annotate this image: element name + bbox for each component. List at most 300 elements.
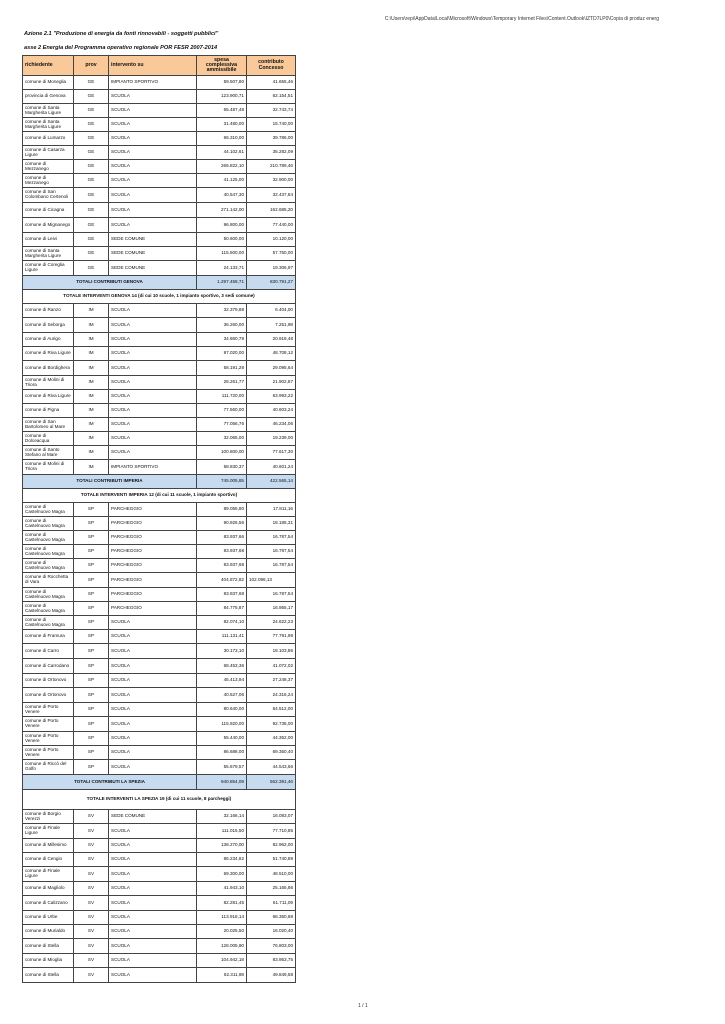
cell-spesa: 104.942,18 <box>197 954 247 968</box>
cell-contributo: 77.791,98 <box>247 630 296 644</box>
cell-spesa: 40.527,06 <box>197 688 247 703</box>
cell-richiedente: comune di Castelnuovo Magra <box>23 517 74 531</box>
total-spesa: 745.005,85 <box>197 475 247 489</box>
cell-prov: SP <box>74 545 109 559</box>
cell-spesa: 83.937,68 <box>197 588 247 602</box>
header-prov: prov <box>74 56 109 76</box>
cell-richiedente: comune di Lumarzo <box>23 132 74 146</box>
cell-prov: SP <box>74 531 109 545</box>
cell-intervento: PARCHEGGIO <box>109 588 197 602</box>
cell-intervento: PARCHEGGIO <box>109 545 197 559</box>
cell-spesa: 55.679,57 <box>197 760 247 775</box>
cell-richiedente: comune di Castelnuovo Magra <box>23 602 74 616</box>
page-number: 1 / 1 <box>358 1003 368 1009</box>
cell-spesa: 24.133,71 <box>197 261 247 276</box>
cell-intervento: SCUOLA <box>109 347 197 361</box>
cell-prov: SP <box>74 616 109 630</box>
cell-richiedente: comune di Cengio <box>23 853 74 867</box>
cell-richiedente: comune di Ortonovo <box>23 674 74 688</box>
cell-spesa: 20.025,50 <box>197 925 247 939</box>
cell-contributo: 32.437,84 <box>247 188 296 203</box>
cell-spesa: 100.800,00 <box>197 446 247 460</box>
cell-spesa: 84.775,87 <box>197 602 247 616</box>
cell-contributo: 48.510,00 <box>247 867 296 882</box>
cell-prov: SP <box>74 503 109 517</box>
cell-prov: SP <box>74 659 109 674</box>
cell-spesa: 86.688,00 <box>197 746 247 760</box>
cell-intervento: SCUOLA <box>109 968 197 983</box>
cell-contributo: 18.103,86 <box>247 644 296 659</box>
cell-prov: SP <box>74 588 109 602</box>
cell-intervento: SCUOLA <box>109 703 197 717</box>
cell-richiedente: comune di Santo Stefano al Mare <box>23 446 74 460</box>
cell-contributo: 41.655,46 <box>247 76 296 90</box>
table-row <box>23 810 296 824</box>
cell-spesa: 66.310,00 <box>197 132 247 146</box>
cell-richiedente: comune di Riva Ligure <box>23 390 74 404</box>
table-row <box>23 390 296 404</box>
cell-contributo: 19.239,00 <box>247 432 296 446</box>
table-row <box>23 746 296 760</box>
cell-spesa: 82.281,45 <box>197 896 247 911</box>
cell-contributo: 77.710,85 <box>247 824 296 839</box>
table-row <box>23 432 296 446</box>
cell-spesa: 69.300,00 <box>197 867 247 882</box>
cell-prov: GE <box>74 160 109 174</box>
cell-contributo: 19.306,97 <box>247 261 296 276</box>
summary-row <box>23 489 296 503</box>
table-row <box>23 630 296 644</box>
cell-intervento: SCUOLA <box>109 361 197 376</box>
header-contributo: contributo Concesso <box>247 56 296 76</box>
cell-intervento: SCUOLA <box>109 824 197 839</box>
cell-contributo: 46.234,06 <box>247 418 296 432</box>
cell-spesa: 45.413,94 <box>197 674 247 688</box>
cell-richiedente: comune di Porto Venere <box>23 746 74 760</box>
cell-contributo: 32.743,74 <box>247 104 296 118</box>
cell-contributo: 39.786,00 <box>247 132 296 146</box>
header-intervento: intervento su <box>109 56 197 76</box>
cell-contributo: 63.993,22 <box>247 390 296 404</box>
cell-intervento: PARCHEGGIO <box>109 573 197 588</box>
cell-richiedente: comune di Castelnuovo Magra <box>23 588 74 602</box>
cell-intervento: PARCHEGGIO <box>109 559 197 573</box>
cell-spesa: 40.547,30 <box>197 188 247 203</box>
table-row <box>23 446 296 460</box>
total-contributo: 562.391,46 <box>247 775 296 790</box>
cell-prov: IM <box>74 404 109 418</box>
cell-intervento: SCUOLA <box>109 674 197 688</box>
cell-richiedente: comune di Porto Venere <box>23 703 74 717</box>
cell-intervento: SCUOLA <box>109 218 197 233</box>
cell-spesa: 32.065,00 <box>197 432 247 446</box>
table-row <box>23 188 296 203</box>
cell-contributo: 62.154,51 <box>247 90 296 104</box>
cell-intervento: IMPIANTO SPORTIVO <box>109 460 197 475</box>
cell-prov: SP <box>74 703 109 717</box>
cell-prov: GE <box>74 90 109 104</box>
table-row <box>23 659 296 674</box>
table-row <box>23 968 296 983</box>
table-row <box>23 674 296 688</box>
cell-richiedente: comune di Santa Margherita Ligure <box>23 104 74 118</box>
cell-intervento: PARCHEGGIO <box>109 517 197 531</box>
table-row <box>23 304 296 318</box>
total-label: TOTALI CONTRIBUTI IMPERIA <box>23 475 197 489</box>
cell-prov: GE <box>74 233 109 247</box>
cell-intervento: SCUOLA <box>109 146 197 160</box>
cell-prov: SV <box>74 810 109 824</box>
cell-spesa: 138.270,00 <box>197 839 247 853</box>
cell-spesa: 30.173,10 <box>197 644 247 659</box>
cell-prov: IM <box>74 432 109 446</box>
table-row <box>23 911 296 925</box>
file-path-header: C:\Users\repi\AppData\Local\Microsoft\Windows\Temporary Internet Files\Content.Outlook\IZTD7LP0\Copia di produz energ <box>384 16 659 22</box>
cell-prov: SP <box>74 732 109 746</box>
cell-richiedente: comune di Porto Venere <box>23 732 74 746</box>
cell-spesa: 115.920,00 <box>197 717 247 732</box>
cell-contributo: 77.617,30 <box>247 446 296 460</box>
total-label: TOTALI CONTRIBUTI LA SPEZIA <box>23 775 197 790</box>
cell-contributo: 76.803,00 <box>247 939 296 954</box>
cell-richiedente: comune di Bordighera <box>23 361 74 376</box>
cell-intervento: SCUOLA <box>109 659 197 674</box>
cell-richiedente: comune di Castelnuovo Magra <box>23 531 74 545</box>
table-row <box>23 517 296 531</box>
table-row <box>23 853 296 867</box>
cell-intervento: SCUOLA <box>109 174 197 188</box>
cell-contributo: 27.248,37 <box>247 674 296 688</box>
cell-intervento: SCUOLA <box>109 630 197 644</box>
cell-contributo: 61.711,09 <box>247 896 296 911</box>
cell-intervento: SCUOLA <box>109 760 197 775</box>
cell-spesa: 404.872,82 <box>197 573 247 588</box>
cell-spesa: 50.600,00 <box>197 233 247 247</box>
cell-richiedente: comune di Porto Venere <box>23 717 74 732</box>
table-row <box>23 688 296 703</box>
cell-richiedente: comune di Riva Ligure <box>23 347 74 361</box>
cell-intervento: SCUOLA <box>109 318 197 333</box>
total-contributo: 422.565,14 <box>247 475 296 489</box>
cell-prov: SP <box>74 674 109 688</box>
cell-spesa: 97.020,00 <box>197 347 247 361</box>
total-row <box>23 475 296 489</box>
cell-intervento: PARCHEGGIO <box>109 531 197 545</box>
cell-richiedente: comune di Finale Ligure <box>23 867 74 882</box>
cell-intervento: SCUOLA <box>109 432 197 446</box>
cell-prov: GE <box>74 76 109 90</box>
cell-contributo: 82.962,00 <box>247 839 296 853</box>
cell-contributo: 92.736,00 <box>247 717 296 732</box>
table-row <box>23 867 296 882</box>
table-row <box>23 104 296 118</box>
table-row <box>23 218 296 233</box>
cell-richiedente: comune di Castelnuovo Magra <box>23 503 74 517</box>
cell-prov: SV <box>74 824 109 839</box>
cell-spesa: 111.720,00 <box>197 390 247 404</box>
table-body <box>23 76 296 983</box>
cell-spesa: 32.166,14 <box>197 810 247 824</box>
cell-contributo: 102.096,13 <box>247 573 296 588</box>
table-row <box>23 160 296 174</box>
cell-spesa: 111.015,50 <box>197 824 247 839</box>
table-row <box>23 703 296 717</box>
cell-intervento: SCUOLA <box>109 717 197 732</box>
table-row <box>23 333 296 347</box>
cell-contributo: 21.902,87 <box>247 376 296 390</box>
table-row <box>23 418 296 432</box>
table-row <box>23 361 296 376</box>
total-contributo: 830.791,27 <box>247 276 296 290</box>
cell-spesa: 32.379,88 <box>197 304 247 318</box>
cell-contributo: 162.685,20 <box>247 203 296 218</box>
table-row <box>23 602 296 616</box>
document-title: Azione 2.1 "Produzione di energia da fonti rinnovabili - soggetti pubblici" <box>24 31 219 37</box>
cell-intervento: SCUOLA <box>109 882 197 896</box>
cell-contributo: 15.740,00 <box>247 118 296 132</box>
cell-spesa: 41.125,00 <box>197 174 247 188</box>
cell-prov: GE <box>74 104 109 118</box>
table-row <box>23 559 296 573</box>
cell-richiedente: comune di Framura <box>23 630 74 644</box>
cell-contributo: 68.350,88 <box>247 911 296 925</box>
cell-richiedente: comune di Mezzanego <box>23 160 74 174</box>
cell-richiedente: comune di Cicagna <box>23 203 74 218</box>
total-row <box>23 276 296 290</box>
cell-prov: IM <box>74 304 109 318</box>
cell-intervento: SCUOLA <box>109 867 197 882</box>
cell-richiedente: comune di Murialdo <box>23 925 74 939</box>
cell-intervento: IMPIANTO SPORTIVO <box>109 76 197 90</box>
cell-intervento: SCUOLA <box>109 911 197 925</box>
cell-prov: GE <box>74 118 109 132</box>
header-richiedente: richiedente <box>23 56 74 76</box>
total-label: TOTALI CONTRIBUTI GENOVA <box>23 276 197 290</box>
cell-richiedente: comune di Mezzanego <box>23 174 74 188</box>
cell-prov: IM <box>74 318 109 333</box>
cell-prov: SV <box>74 896 109 911</box>
cell-intervento: SCUOLA <box>109 688 197 703</box>
cell-prov: GE <box>74 174 109 188</box>
table-row <box>23 882 296 896</box>
cell-intervento: SEDE COMUNE <box>109 261 197 276</box>
cell-richiedente: comune di Santa Margherita Ligure <box>23 247 74 261</box>
cell-contributo: 44.352,00 <box>247 732 296 746</box>
cell-contributo: 24.622,23 <box>247 616 296 630</box>
cell-spesa: 28.261,77 <box>197 376 247 390</box>
cell-spesa: 34.860,79 <box>197 333 247 347</box>
cell-spesa: 83.937,68 <box>197 559 247 573</box>
cell-prov: IM <box>74 361 109 376</box>
cell-richiedente: comune di Casarza Ligure <box>23 146 74 160</box>
cell-richiedente: comune di Coreglia Ligure <box>23 261 74 276</box>
cell-contributo: 7.251,98 <box>247 318 296 333</box>
cell-richiedente: comune di Aurigo <box>23 333 74 347</box>
cell-prov: SP <box>74 630 109 644</box>
cell-prov: SV <box>74 853 109 867</box>
cell-richiedente: comune di Calizzano <box>23 896 74 911</box>
cell-spesa: 83.937,66 <box>197 531 247 545</box>
cell-intervento: SCUOLA <box>109 404 197 418</box>
cell-intervento: SCUOLA <box>109 376 197 390</box>
cell-prov: IM <box>74 446 109 460</box>
cell-intervento: SCUOLA <box>109 644 197 659</box>
cell-contributo: 16.020,40 <box>247 925 296 939</box>
table-row <box>23 376 296 390</box>
cell-contributo: 16.787,54 <box>247 531 296 545</box>
cell-spesa: 82.074,10 <box>197 616 247 630</box>
cell-richiedente: comune di Pigna <box>23 404 74 418</box>
cell-intervento: SCUOLA <box>109 390 197 404</box>
cell-intervento: SCUOLA <box>109 203 197 218</box>
cell-spesa: 44.102,61 <box>197 146 247 160</box>
table-row <box>23 347 296 361</box>
funding-table <box>22 55 296 983</box>
table-row <box>23 760 296 775</box>
cell-prov: GE <box>74 261 109 276</box>
cell-contributo: 51.740,89 <box>247 853 296 867</box>
cell-intervento: SCUOLA <box>109 839 197 853</box>
cell-intervento: SCUOLA <box>109 896 197 911</box>
cell-richiedente: comune di Castelnuovo Magra <box>23 545 74 559</box>
cell-prov: SV <box>74 968 109 983</box>
cell-contributo: 17.811,16 <box>247 503 296 517</box>
cell-spesa: 113.918,14 <box>197 911 247 925</box>
table-row <box>23 644 296 659</box>
cell-spesa: 31.480,00 <box>197 118 247 132</box>
table-row <box>23 261 296 276</box>
cell-intervento: SCUOLA <box>109 418 197 432</box>
cell-richiedente: comune di Molini di Triora <box>23 460 74 475</box>
cell-prov: SV <box>74 882 109 896</box>
cell-intervento: SCUOLA <box>109 954 197 968</box>
table-row <box>23 616 296 630</box>
cell-spesa: 80.640,00 <box>197 703 247 717</box>
cell-richiedente: comune di Millesimo <box>23 839 74 853</box>
cell-contributo: 41.072,02 <box>247 659 296 674</box>
table-row <box>23 247 296 261</box>
table-row <box>23 954 296 968</box>
cell-intervento: SCUOLA <box>109 132 197 146</box>
cell-contributo: 35.282,09 <box>247 146 296 160</box>
cell-richiedente: comune di San Colombano Certenoli <box>23 188 74 203</box>
cell-prov: SP <box>74 559 109 573</box>
cell-richiedente: comune di Moneglia <box>23 76 74 90</box>
table-row <box>23 531 296 545</box>
cell-contributo: 18.185,31 <box>247 517 296 531</box>
cell-spesa: 58.191,28 <box>197 361 247 376</box>
table-row <box>23 233 296 247</box>
cell-prov: GE <box>74 218 109 233</box>
cell-richiedente: comune di Stella <box>23 968 74 983</box>
cell-prov: SP <box>74 717 109 732</box>
table-row <box>23 839 296 853</box>
table-row <box>23 404 296 418</box>
cell-contributo: 77.440,00 <box>247 218 296 233</box>
cell-prov: SV <box>74 925 109 939</box>
table-row <box>23 203 296 218</box>
total-spesa: 940.854,09 <box>197 775 247 790</box>
cell-contributo: 64.512,00 <box>247 703 296 717</box>
total-spesa: 1.297.458,71 <box>197 276 247 290</box>
cell-intervento: SCUOLA <box>109 104 197 118</box>
cell-spesa: 128.005,90 <box>197 939 247 954</box>
cell-spesa: 89.055,80 <box>197 503 247 517</box>
cell-contributo: 16.787,54 <box>247 545 296 559</box>
cell-intervento: SCUOLA <box>109 90 197 104</box>
cell-contributo: 48.708,12 <box>247 347 296 361</box>
cell-contributo: 40.603,24 <box>247 404 296 418</box>
cell-richiedente: comune di Leivi <box>23 233 74 247</box>
cell-prov: IM <box>74 333 109 347</box>
cell-richiedente: comune di Riccò del Golfo <box>23 760 74 775</box>
cell-richiedente: comune di Mioglia <box>23 954 74 968</box>
cell-prov: SV <box>74 911 109 925</box>
section-summary: TOTALE INTERVENTI LA SPEZIA 19 (di cui 11 scuole, 8 parcheggi) <box>23 790 296 810</box>
cell-spesa: 90.926,56 <box>197 517 247 531</box>
document-subtitle: asse 2 Energia del Programma operativo regionale POR FESR 2007-2014 <box>24 45 218 51</box>
cell-spesa: 83.937,68 <box>197 545 247 559</box>
cell-spesa: 96.800,00 <box>197 218 247 233</box>
cell-prov: IM <box>74 460 109 475</box>
cell-contributo: 210.789,46 <box>247 160 296 174</box>
summary-row <box>23 290 296 304</box>
table-row <box>23 545 296 559</box>
cell-richiedente: comune di Stella <box>23 939 74 954</box>
cell-intervento: SCUOLA <box>109 939 197 954</box>
cell-intervento: SCUOLA <box>109 732 197 746</box>
cell-prov: SV <box>74 954 109 968</box>
cell-richiedente: comune di Carro <box>23 644 74 659</box>
cell-contributo: 29.095,64 <box>247 361 296 376</box>
cell-intervento: SCUOLA <box>109 118 197 132</box>
cell-spesa: 115.500,00 <box>197 247 247 261</box>
cell-spesa: 41.943,10 <box>197 882 247 896</box>
cell-contributo: 25.165,86 <box>247 882 296 896</box>
cell-spesa: 86.234,82 <box>197 853 247 867</box>
cell-spesa: 55.440,00 <box>197 732 247 746</box>
cell-richiedente: comune di Castelnuovo Magra <box>23 616 74 630</box>
cell-spesa: 123.900,71 <box>197 90 247 104</box>
cell-spesa: 65.487,48 <box>197 104 247 118</box>
table-row <box>23 118 296 132</box>
cell-prov: IM <box>74 347 109 361</box>
cell-spesa: 36.260,00 <box>197 318 247 333</box>
cell-richiedente: comune di Ranzo <box>23 304 74 318</box>
cell-prov: GE <box>74 203 109 218</box>
cell-richiedente: comune di Rocchetta di Vara <box>23 573 74 588</box>
cell-contributo: 32.900,00 <box>247 174 296 188</box>
cell-contributo: 16.083,07 <box>247 810 296 824</box>
cell-prov: SP <box>74 746 109 760</box>
cell-contributo: 49.849,58 <box>247 968 296 983</box>
cell-contributo: 16.955,17 <box>247 602 296 616</box>
cell-contributo: 40.601,24 <box>247 460 296 475</box>
table-row <box>23 824 296 839</box>
cell-prov: SV <box>74 867 109 882</box>
cell-intervento: SCUOLA <box>109 746 197 760</box>
cell-intervento: SCUOLA <box>109 333 197 347</box>
cell-richiedente: comune di Molini di Triora <box>23 376 74 390</box>
cell-contributo: 10.120,00 <box>247 233 296 247</box>
header-spesa: spesa complessiva ammissibile <box>197 56 247 76</box>
table-row <box>23 717 296 732</box>
cell-intervento: SCUOLA <box>109 188 197 203</box>
cell-contributo: 69.350,40 <box>247 746 296 760</box>
cell-contributo: 83.953,75 <box>247 954 296 968</box>
table-row <box>23 146 296 160</box>
cell-prov: IM <box>74 390 109 404</box>
